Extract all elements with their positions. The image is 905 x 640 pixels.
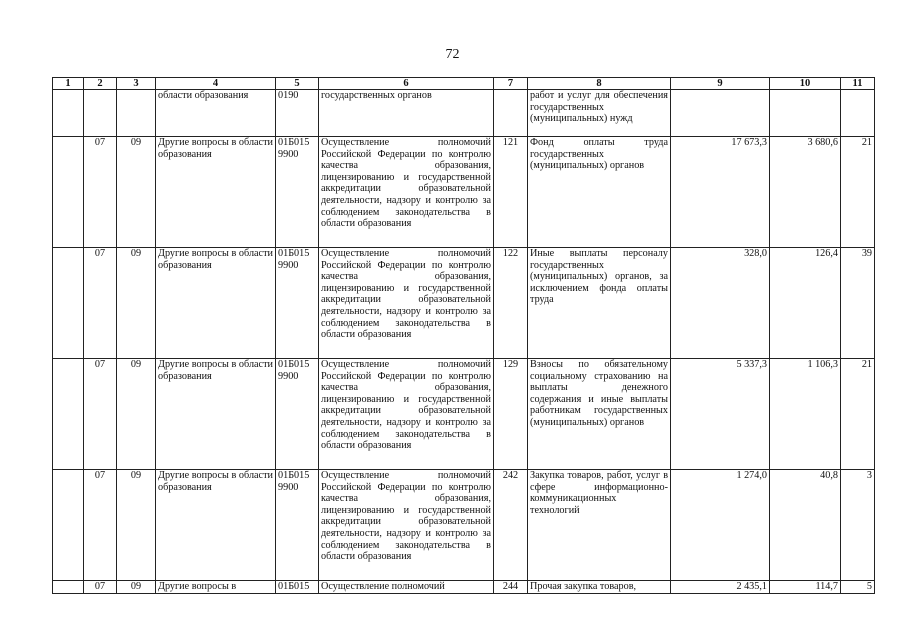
cell-target-code: 01Б015 9900 xyxy=(276,359,319,470)
col-header: 8 xyxy=(528,78,671,90)
cell-expense-name: Прочая закупка товаров, xyxy=(528,581,671,594)
cell-target-code: 0190 xyxy=(276,90,319,137)
cell-expense-code: 242 xyxy=(494,470,528,581)
cell-expense-name: Закупка товаров, работ, услуг в сфере информационно-коммуникационных технологий xyxy=(528,470,671,581)
col-header: 9 xyxy=(671,78,770,90)
cell-percent: 3 xyxy=(841,470,875,581)
cell-percent: 5 xyxy=(841,581,875,594)
cell-target-name: Осуществление полномочий Российской Федерации по контролю качества образования, лицензированию и государственной аккредитации образовательной деятельности, надзору и контролю за соблюдением законодательства в области образования xyxy=(319,470,494,581)
cell-expense-code: 244 xyxy=(494,581,528,594)
cell-col1 xyxy=(53,359,84,470)
col-header: 1 xyxy=(53,78,84,90)
cell-section: 07 xyxy=(84,581,117,594)
cell-percent: 39 xyxy=(841,248,875,359)
table-row xyxy=(53,359,875,470)
cell-section: 07 xyxy=(84,248,117,359)
cell-col1 xyxy=(53,137,84,248)
col-header: 2 xyxy=(84,78,117,90)
cell-expense-name: Взносы по обязательному социальному страхованию на выплаты денежного содержания и иные выплаты работникам государственных (муниципальных) органов xyxy=(528,359,671,470)
cell-executed: 1 106,3 xyxy=(770,359,841,470)
cell-target-name: Осуществление полномочий xyxy=(319,581,494,594)
cell-section-name: Другие вопросы в области образования xyxy=(156,470,276,581)
cell-section-name: Другие вопросы в области образования xyxy=(156,248,276,359)
cell-expense-name: работ и услуг для обеспечения государственных (муниципальных) нужд xyxy=(528,90,671,137)
budget-table xyxy=(52,77,875,594)
cell-expense-code: 121 xyxy=(494,137,528,248)
cell-section: 07 xyxy=(84,470,117,581)
cell-expense-name: Фонд оплаты труда государственных (муниципальных) органов xyxy=(528,137,671,248)
table-row xyxy=(53,581,875,594)
cell-target-code: 01Б015 9900 xyxy=(276,470,319,581)
cell-section xyxy=(84,90,117,137)
cell-col1 xyxy=(53,581,84,594)
cell-target-code: 01Б015 9900 xyxy=(276,248,319,359)
cell-percent: 21 xyxy=(841,359,875,470)
col-header: 4 xyxy=(156,78,276,90)
col-header: 10 xyxy=(770,78,841,90)
cell-subsection: 09 xyxy=(117,470,156,581)
table-row xyxy=(53,137,875,248)
cell-target-name: Осуществление полномочий Российской Федерации по контролю качества образования, лицензированию и государственной аккредитации образовательной деятельности, надзору и контролю за соблюдением законодательства в области образования xyxy=(319,137,494,248)
cell-section-name: Другие вопросы в области образования xyxy=(156,359,276,470)
cell-expense-code xyxy=(494,90,528,137)
cell-percent: 21 xyxy=(841,137,875,248)
cell-planned: 328,0 xyxy=(671,248,770,359)
cell-expense-code: 129 xyxy=(494,359,528,470)
cell-executed: 40,8 xyxy=(770,470,841,581)
col-header: 3 xyxy=(117,78,156,90)
col-header: 5 xyxy=(276,78,319,90)
cell-planned: 17 673,3 xyxy=(671,137,770,248)
cell-section: 07 xyxy=(84,359,117,470)
cell-planned xyxy=(671,90,770,137)
cell-expense-name: Иные выплаты персоналу государственных (муниципальных) органов, за исключением фонда оплаты труда xyxy=(528,248,671,359)
cell-target-name: Осуществление полномочий Российской Федерации по контролю качества образования, лицензированию и государственной аккредитации образовательной деятельности, надзору и контролю за соблюдением законодательства в области образования xyxy=(319,359,494,470)
col-header: 7 xyxy=(494,78,528,90)
table-row xyxy=(53,248,875,359)
header-row xyxy=(53,78,875,90)
page-number: 72 xyxy=(445,47,460,62)
cell-executed: 114,7 xyxy=(770,581,841,594)
cell-subsection: 09 xyxy=(117,137,156,248)
cell-subsection: 09 xyxy=(117,581,156,594)
cell-section-name: области образования xyxy=(156,90,276,137)
cell-executed: 3 680,6 xyxy=(770,137,841,248)
cell-executed xyxy=(770,90,841,137)
cell-percent xyxy=(841,90,875,137)
cell-target-name: Осуществление полномочий Российской Федерации по контролю качества образования, лицензированию и государственной аккредитации образовательной деятельности, надзору и контролю за соблюдением законодательства в области образования xyxy=(319,248,494,359)
cell-planned: 2 435,1 xyxy=(671,581,770,594)
cell-section-name: Другие вопросы в xyxy=(156,581,276,594)
table-row xyxy=(53,470,875,581)
col-header: 6 xyxy=(319,78,494,90)
cell-col1 xyxy=(53,248,84,359)
cell-expense-code: 122 xyxy=(494,248,528,359)
col-header: 11 xyxy=(841,78,875,90)
cell-subsection xyxy=(117,90,156,137)
cell-target-code: 01Б015 xyxy=(276,581,319,594)
cell-section-name: Другие вопросы в области образования xyxy=(156,137,276,248)
cell-planned: 5 337,3 xyxy=(671,359,770,470)
cell-target-name: государственных органов xyxy=(319,90,494,137)
cell-section: 07 xyxy=(84,137,117,248)
cell-col1 xyxy=(53,90,84,137)
cell-subsection: 09 xyxy=(117,248,156,359)
cell-col1 xyxy=(53,470,84,581)
cell-target-code: 01Б015 9900 xyxy=(276,137,319,248)
cell-planned: 1 274,0 xyxy=(671,470,770,581)
cell-executed: 126,4 xyxy=(770,248,841,359)
table-row xyxy=(53,90,875,137)
cell-subsection: 09 xyxy=(117,359,156,470)
